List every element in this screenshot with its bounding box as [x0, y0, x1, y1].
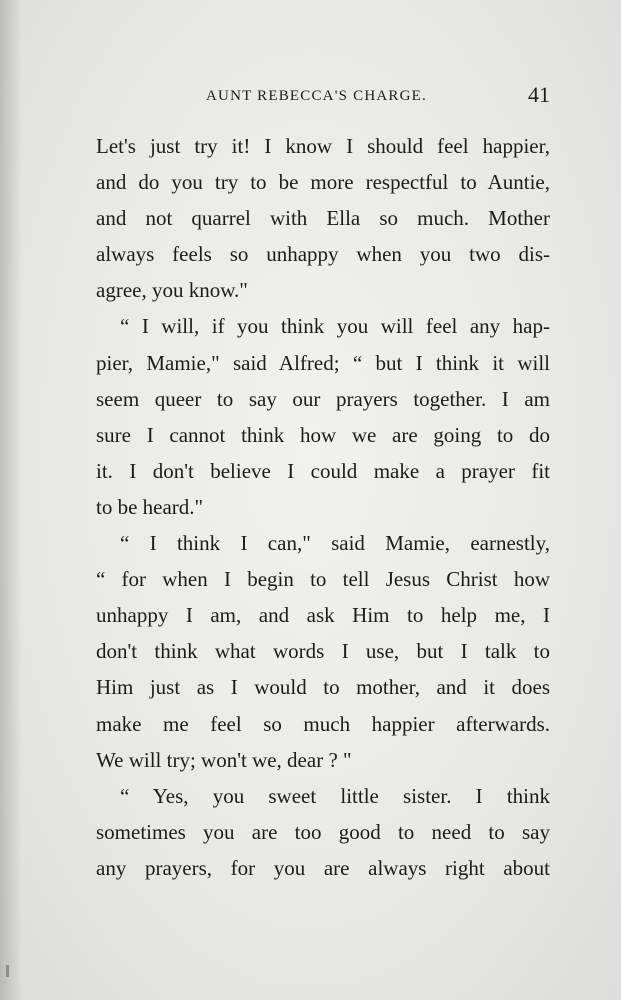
text-line: agree, you know."	[96, 278, 248, 303]
paper-speck	[6, 965, 9, 977]
text-line: unhappy I am, and ask Him to help me, I	[96, 603, 550, 628]
text-line: pier, Mamie," said Alfred; “ but I think it will	[96, 350, 550, 375]
text-line: and do you try to be more respectful to Auntie,	[96, 170, 550, 195]
page-number: 41	[528, 82, 550, 107]
text-line: sometimes you are too good to need to say	[96, 819, 550, 844]
text-line: Let's just try it! I know I should feel happier,	[96, 134, 550, 158]
text-line: don't think what words I use, but I talk to	[96, 639, 550, 664]
text-line: We will try; won't we, dear ? "	[96, 747, 352, 772]
page-header	[96, 80, 550, 114]
body-text	[96, 128, 550, 886]
page-edge-shadow	[0, 0, 22, 1000]
text-line: Him just as I would to mother, and it does	[96, 675, 550, 700]
text-line: to be heard."	[96, 494, 204, 519]
running-head: AUNT REBECCA'S CHARGE.	[206, 88, 427, 104]
text-line: “ Yes, you sweet little sister. I think	[120, 783, 550, 808]
text-line: “ I think I can," said Mamie, earnestly,	[120, 531, 550, 556]
text-line: “ I will, if you think you will feel any hap-	[120, 314, 550, 339]
text-line: “ for when I begin to tell Jesus Christ how	[96, 567, 550, 592]
text-line: make me feel so much happier afterwards.	[96, 711, 550, 736]
text-line: seem queer to say our prayers together. I am	[96, 386, 550, 411]
text-line: always feels so unhappy when you two dis-	[96, 242, 550, 267]
text-line: any prayers, for you are always right about	[96, 855, 550, 880]
text-line: sure I cannot think how we are going to do	[96, 422, 550, 447]
text-line: it. I don't believe I could make a prayer fit	[96, 458, 550, 483]
text-line: and not quarrel with Ella so much. Mother	[96, 206, 550, 231]
